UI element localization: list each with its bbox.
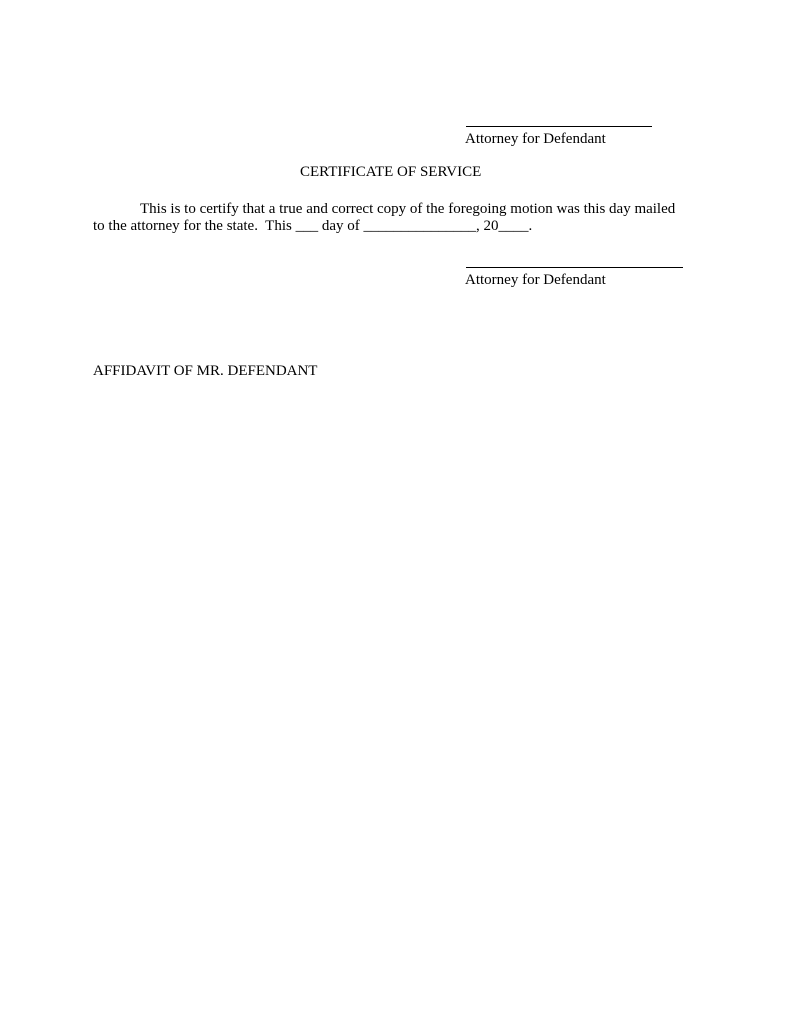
- signature-line-1: [466, 126, 652, 127]
- affidavit-heading: AFFIDAVIT OF MR. DEFENDANT: [93, 363, 318, 379]
- signature-caption-1: Attorney for Defendant: [465, 131, 606, 147]
- certificate-heading: CERTIFICATE OF SERVICE: [300, 164, 482, 180]
- certificate-body-line-2: to the attorney for the state. This ___ day of _______________, 20____.: [93, 218, 533, 234]
- signature-line-2: [466, 267, 683, 268]
- certificate-body-line-1: This is to certify that a true and correct copy of the foregoing motion was this day mailed: [140, 201, 676, 217]
- signature-caption-2: Attorney for Defendant: [465, 272, 606, 288]
